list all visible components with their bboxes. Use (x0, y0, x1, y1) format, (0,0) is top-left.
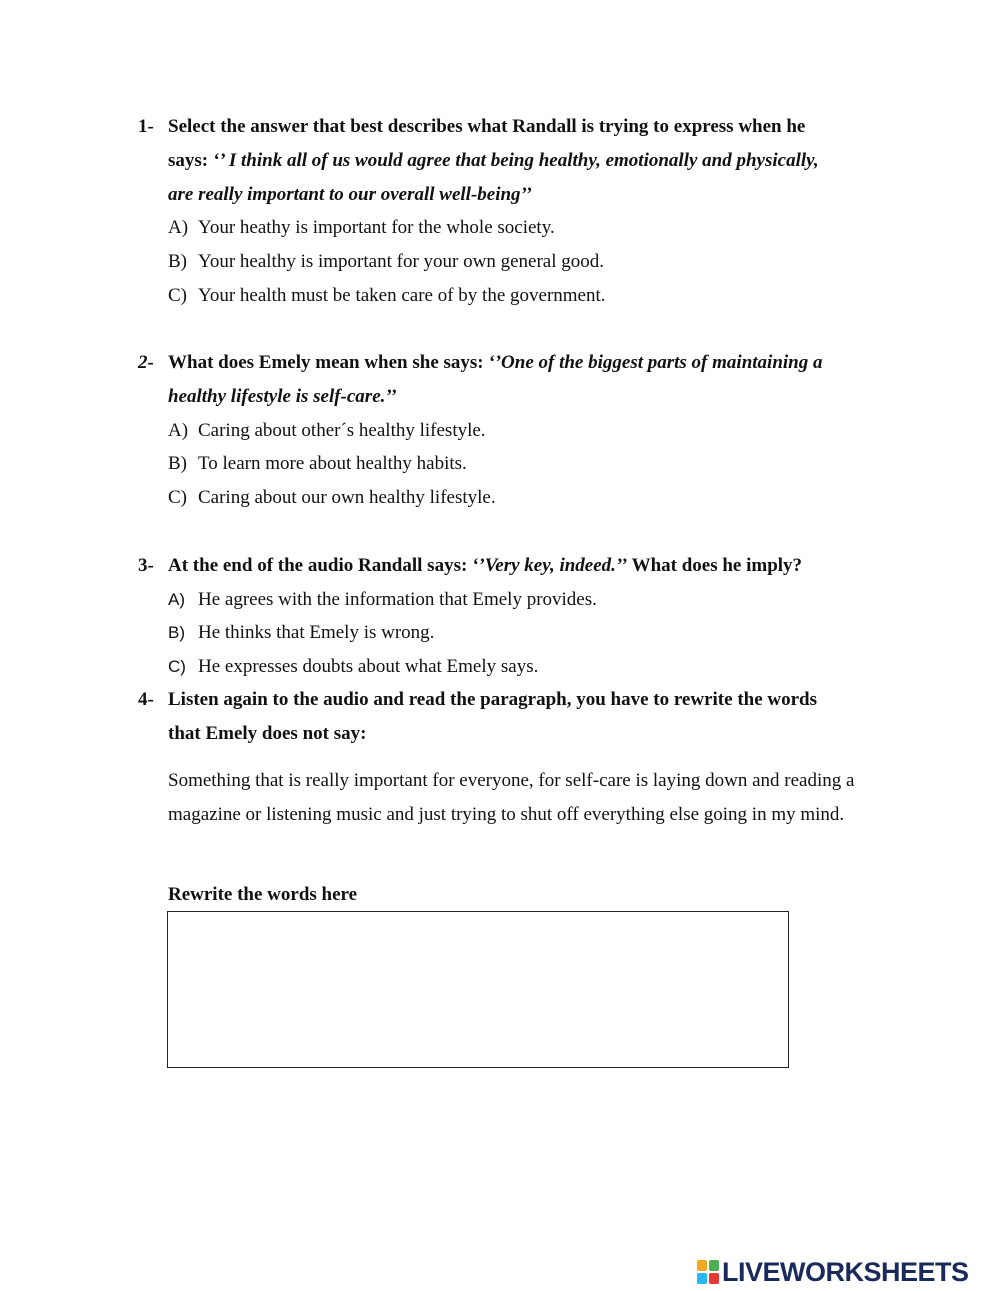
question-3-option-c[interactable] (168, 650, 538, 684)
option-text: He expresses doubts about what Emely says. (198, 656, 539, 677)
rewrite-answer-box[interactable] (167, 911, 789, 1068)
option-text: He agrees with the information that Emely provides. (198, 589, 597, 610)
question-1-text (168, 110, 848, 212)
option-text: Caring about our own healthy lifestyle. (198, 487, 496, 508)
logo-block (709, 1273, 719, 1284)
option-text: He thinks that Emely is wrong. (198, 622, 435, 643)
question-2-option-b[interactable] (168, 447, 467, 481)
question-2-text (168, 346, 848, 414)
question-3-option-b[interactable] (168, 616, 434, 650)
question-4-text (168, 683, 848, 751)
question-2-option-a[interactable] (168, 414, 486, 448)
logo-blocks-icon (697, 1260, 719, 1284)
question-1-prompt: Select the answer that best describes what Randall is trying to express when he says: (168, 116, 806, 171)
question-1-option-c[interactable] (168, 279, 606, 313)
logo-block (697, 1260, 707, 1271)
option-letter: A) (168, 217, 189, 238)
option-letter: C) (168, 657, 186, 676)
option-letter: B) (168, 251, 187, 272)
question-2-number: 2- (138, 352, 154, 373)
option-letter: A) (168, 590, 185, 609)
question-3-option-a[interactable] (168, 583, 597, 617)
question-4-number: 4- (138, 689, 154, 710)
option-text: Your heathy is important for the whole society. (198, 217, 555, 238)
logo-block (697, 1273, 707, 1284)
option-letter: B) (168, 453, 187, 474)
option-text: To learn more about healthy habits. (198, 453, 467, 474)
question-1-number: 1- (138, 116, 154, 137)
question-3-number: 3- (138, 555, 154, 576)
question-2-quote: ‘’One of the biggest parts of maintaining a healthy lifestyle is self-care.’’ (168, 352, 823, 407)
option-letter: C) (168, 285, 187, 306)
question-3-prompt-end: What does he imply? (627, 555, 803, 576)
option-letter: C) (168, 487, 187, 508)
question-3-text (168, 549, 848, 583)
question-3-prompt: At the end of the audio Randall says: (168, 555, 473, 576)
question-1-option-b[interactable] (168, 245, 604, 279)
option-text: Your healthy is important for your own general good. (198, 251, 604, 272)
logo-text: LIVEWORKSHEETS (722, 1256, 969, 1287)
option-text: Your health must be taken care of by the government. (198, 285, 606, 306)
option-letter: B) (168, 623, 185, 642)
question-2-prompt: What does Emely mean when she says: (168, 352, 489, 373)
liveworksheets-logo (697, 1257, 969, 1287)
rewrite-label: Rewrite the words here (168, 884, 358, 905)
question-1-quote: ‘’ I think all of us would agree that being healthy, emotionally and physically, are really important to our overall well-being’’ (168, 150, 819, 205)
question-4-prompt: Listen again to the audio and read the paragraph, you have to rewrite the words that Emely does not say: (168, 689, 818, 744)
option-text: Caring about other´s healthy lifestyle. (198, 420, 486, 441)
listening-paragraph: Something that is really important for everyone, for self-care is laying down and reading a magazine or listening music and just trying to shut off everything else going in my mind. (168, 770, 855, 825)
question-3-quote: ‘’Very key, indeed.’’ (472, 555, 628, 576)
option-letter: A) (168, 420, 189, 441)
question-1-option-a[interactable] (168, 211, 555, 245)
question-2-option-c[interactable] (168, 481, 496, 515)
logo-block (709, 1260, 719, 1271)
